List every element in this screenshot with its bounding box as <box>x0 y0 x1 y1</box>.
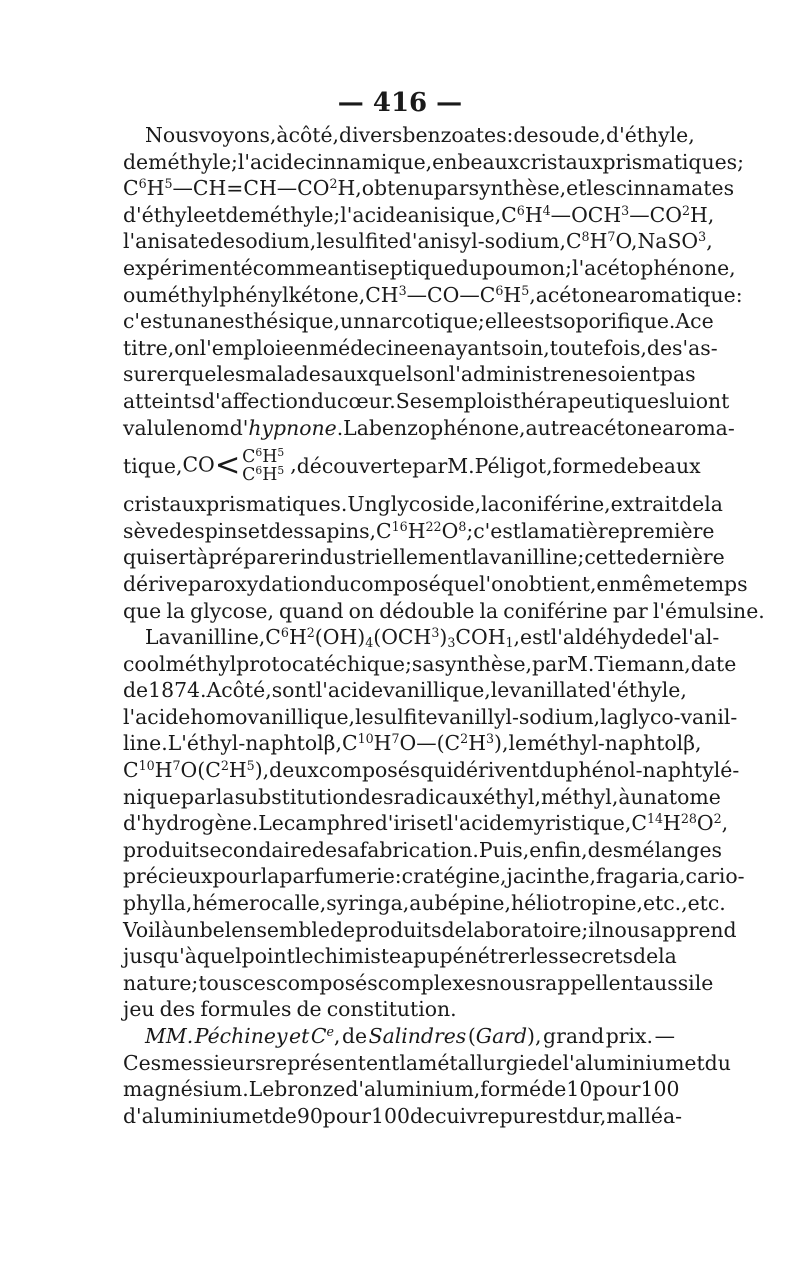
text-line: nique par la substitution des radicaux éthyl, méthyl, à un atome <box>123 784 721 809</box>
text-line: cristaux prismatiques. Un glycoside, la coniférine, extrait de la <box>123 492 723 517</box>
page-number: — 416 — <box>337 88 463 118</box>
text-line: jeu des formules de constitution. <box>123 997 457 1022</box>
text-line: d'aluminium et de 90 pour 100 de cuivre pur est dur, malléa- <box>123 1103 682 1128</box>
text-line: La vanilline, $C^6H^2(OH)_4(OCH^3)_3COH_1$, est l'aldéhyde de l'al- <box>145 625 720 651</box>
text-line: qui sert à préparer industriellement la vanilline ; cette dernière <box>123 545 725 570</box>
text-line: de méthyle ; l'acide cinnamique, en beaux cristaux prismatiques; <box>123 149 745 174</box>
text-line: d'éthyle et de méthyle ; l'acide anisique, $C^6H^4$ — OCH$^3$ — $CO^2H$, <box>123 202 715 227</box>
text-line: atteints d'affection du cœur. Ses emplois thérapeutiques lui ont <box>123 388 730 413</box>
text-line: cool méthylprotocatéchique; sa synthèse, par M. Tiemann, date <box>123 651 737 676</box>
text-line: $C^6H^5—CH=CH—CO^2H$, obtenu par synthèse, et les cinnamates <box>123 176 735 201</box>
text-line: magnésium. Le bronze d'aluminium, formé de 10 pour 100 <box>123 1077 680 1102</box>
text-line: line. L'éthyl-naphtol β, $C^{10}H^7O$ — $(C^2H^3)$, le méthyl-naphtol β, <box>123 731 702 756</box>
text-line: c'est un anesthésique, un narcotique; elle est soporifique. A ce <box>123 309 714 334</box>
text-line: phylla, hémerocalle, syringa, aubépine, héliotropine, etc., etc. <box>123 891 726 916</box>
text-line: que la glycose, quand on dédouble la coniférine par l'émulsine. <box>123 598 765 623</box>
text-line: précieux pour la parfumerie: cratégine, jacinthe, fragaria, cario- <box>123 864 745 889</box>
text-line: produit secondaire de sa fabrication. Puis, enfin, des mélanges <box>123 837 723 862</box>
text-line: tique, CO< $C^6H^5$ $C^6H^5$ , découverte par M. Péligot, forme de beaux <box>123 446 701 486</box>
text-line: $C^{10}H^7O$ $(C^2H^5)$, deux composés qui dérivent du phénol-naphtylé- <box>123 758 740 783</box>
body-text <box>123 122 765 1129</box>
text-line: Voilà un bel ensemble de produits de laboratoire; il nous apprend <box>123 917 737 942</box>
text-line: Nous voyons, à côté, divers benzoates : de soude, d'éthyle, <box>145 123 695 147</box>
text-line: nature; tous ces composés complexes nous rappellent aussi le <box>123 970 714 995</box>
text-line: expérimenté comme antiseptique du poumon ; l'acétophénone, <box>123 255 736 280</box>
text-line: l'anisate de sodium, le sulfite d'anisyl-sodium, $C^8H^7O$, NaSO$^3$, <box>123 229 713 254</box>
text-line: surer que les malades auxquels on l'administre ne soient pas <box>123 362 696 387</box>
text-line: MM. Péchiney et Ce, de Salindres (Gard), grand prix. — <box>145 1024 675 1048</box>
text-line: titre, on l'emploie en médecine en ayant soin, toutefois, de s'as- <box>123 335 718 360</box>
text-line: jusqu'à quel point le chimiste a pu pénétrer les secrets de la <box>123 944 677 969</box>
text-line: ou méthylphénylkétone, $CH^3—CO—C^6H^5$, acétone aromatique : <box>123 282 743 307</box>
text-line: dérive par oxydation du composé que l'on obtient, en même temps <box>123 571 748 596</box>
text-line: Ces messieurs représentent la métallurgie de l'aluminium et du <box>123 1050 731 1075</box>
text-line: valu le nom d'hypnone. La benzophénone, autre acétone aroma- <box>123 415 735 440</box>
text-line: l'acide homovanillique, le sulfite vanillyl-sodium, la glyco-vanil- <box>123 704 738 729</box>
text-line: sève des pins et des sapins, $C^{16}H^{22}O^8$; c'est la matière première <box>123 518 715 543</box>
text-line: d'hydrogène. Le camphre d'iris et l'acide myristique, $C^{14}H^{28}O^2$, <box>123 811 729 836</box>
text-line: de 1874. A côté, sont l'acide vanillique, le vanillate d'éthyle, <box>123 678 687 703</box>
